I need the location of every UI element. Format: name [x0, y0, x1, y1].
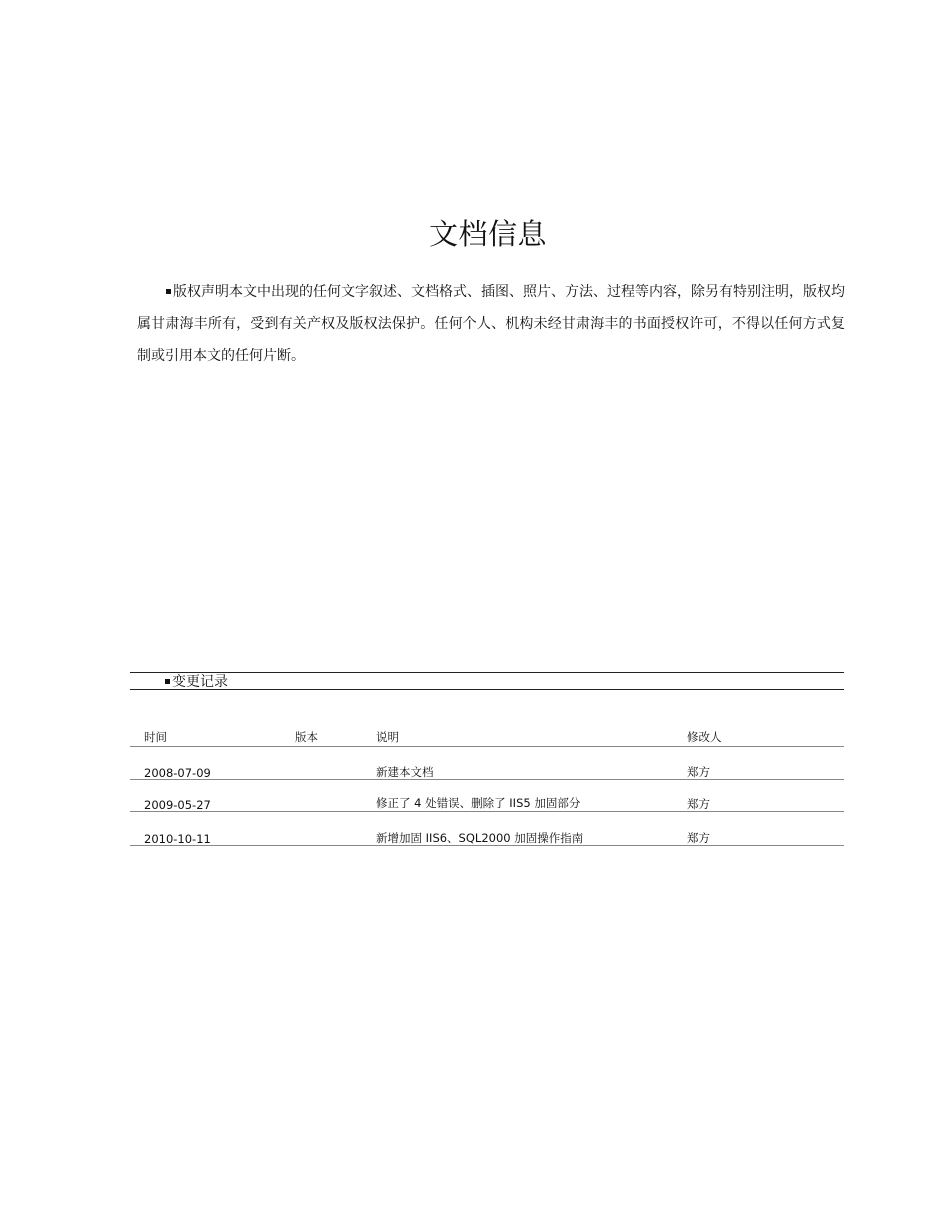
row-description: 新建本文档 — [376, 765, 434, 779]
row-author: 郑方 — [687, 831, 710, 845]
column-header-version: 版本 — [295, 730, 318, 744]
row-date: 2008-07-09 — [144, 766, 211, 780]
row-description: 修正了 4 处错误、删除了 IIS5 加固部分 — [376, 796, 581, 810]
change-log-label: 变更记录 — [172, 674, 228, 690]
copyright-text: 版权声明本文中出现的任何文字叙述、文档格式、插图、照片、方法、过程等内容，除另有特别注明，版权均属甘肃海丰所有，受到有关产权及版权法保护。任何个人、机构未经甘肃海丰的书面授权许可，不得以任何方式复制或引用本文的任何片断。 — [137, 284, 845, 364]
page-title: 文档信息 — [428, 217, 547, 252]
table-row — [130, 747, 844, 780]
row-date: 2009-05-27 — [144, 798, 211, 812]
change-log-section-header — [130, 672, 844, 690]
bullet-square-icon — [165, 679, 170, 684]
column-header-description: 说明 — [376, 730, 399, 744]
row-author: 郑方 — [687, 765, 710, 779]
column-header-date: 时间 — [144, 730, 167, 744]
change-log-table — [130, 720, 844, 846]
table-row — [130, 780, 844, 812]
table-header-row — [130, 720, 844, 747]
bullet-square-icon — [166, 289, 171, 294]
table-row — [130, 812, 844, 846]
change-log-heading — [165, 674, 228, 690]
row-author: 郑方 — [687, 797, 710, 811]
copyright-notice — [137, 276, 845, 372]
column-header-author: 修改人 — [687, 730, 722, 744]
row-description: 新增加固 IIS6、SQL2000 加固操作指南 — [376, 831, 584, 845]
row-date: 2010-10-11 — [144, 832, 211, 846]
